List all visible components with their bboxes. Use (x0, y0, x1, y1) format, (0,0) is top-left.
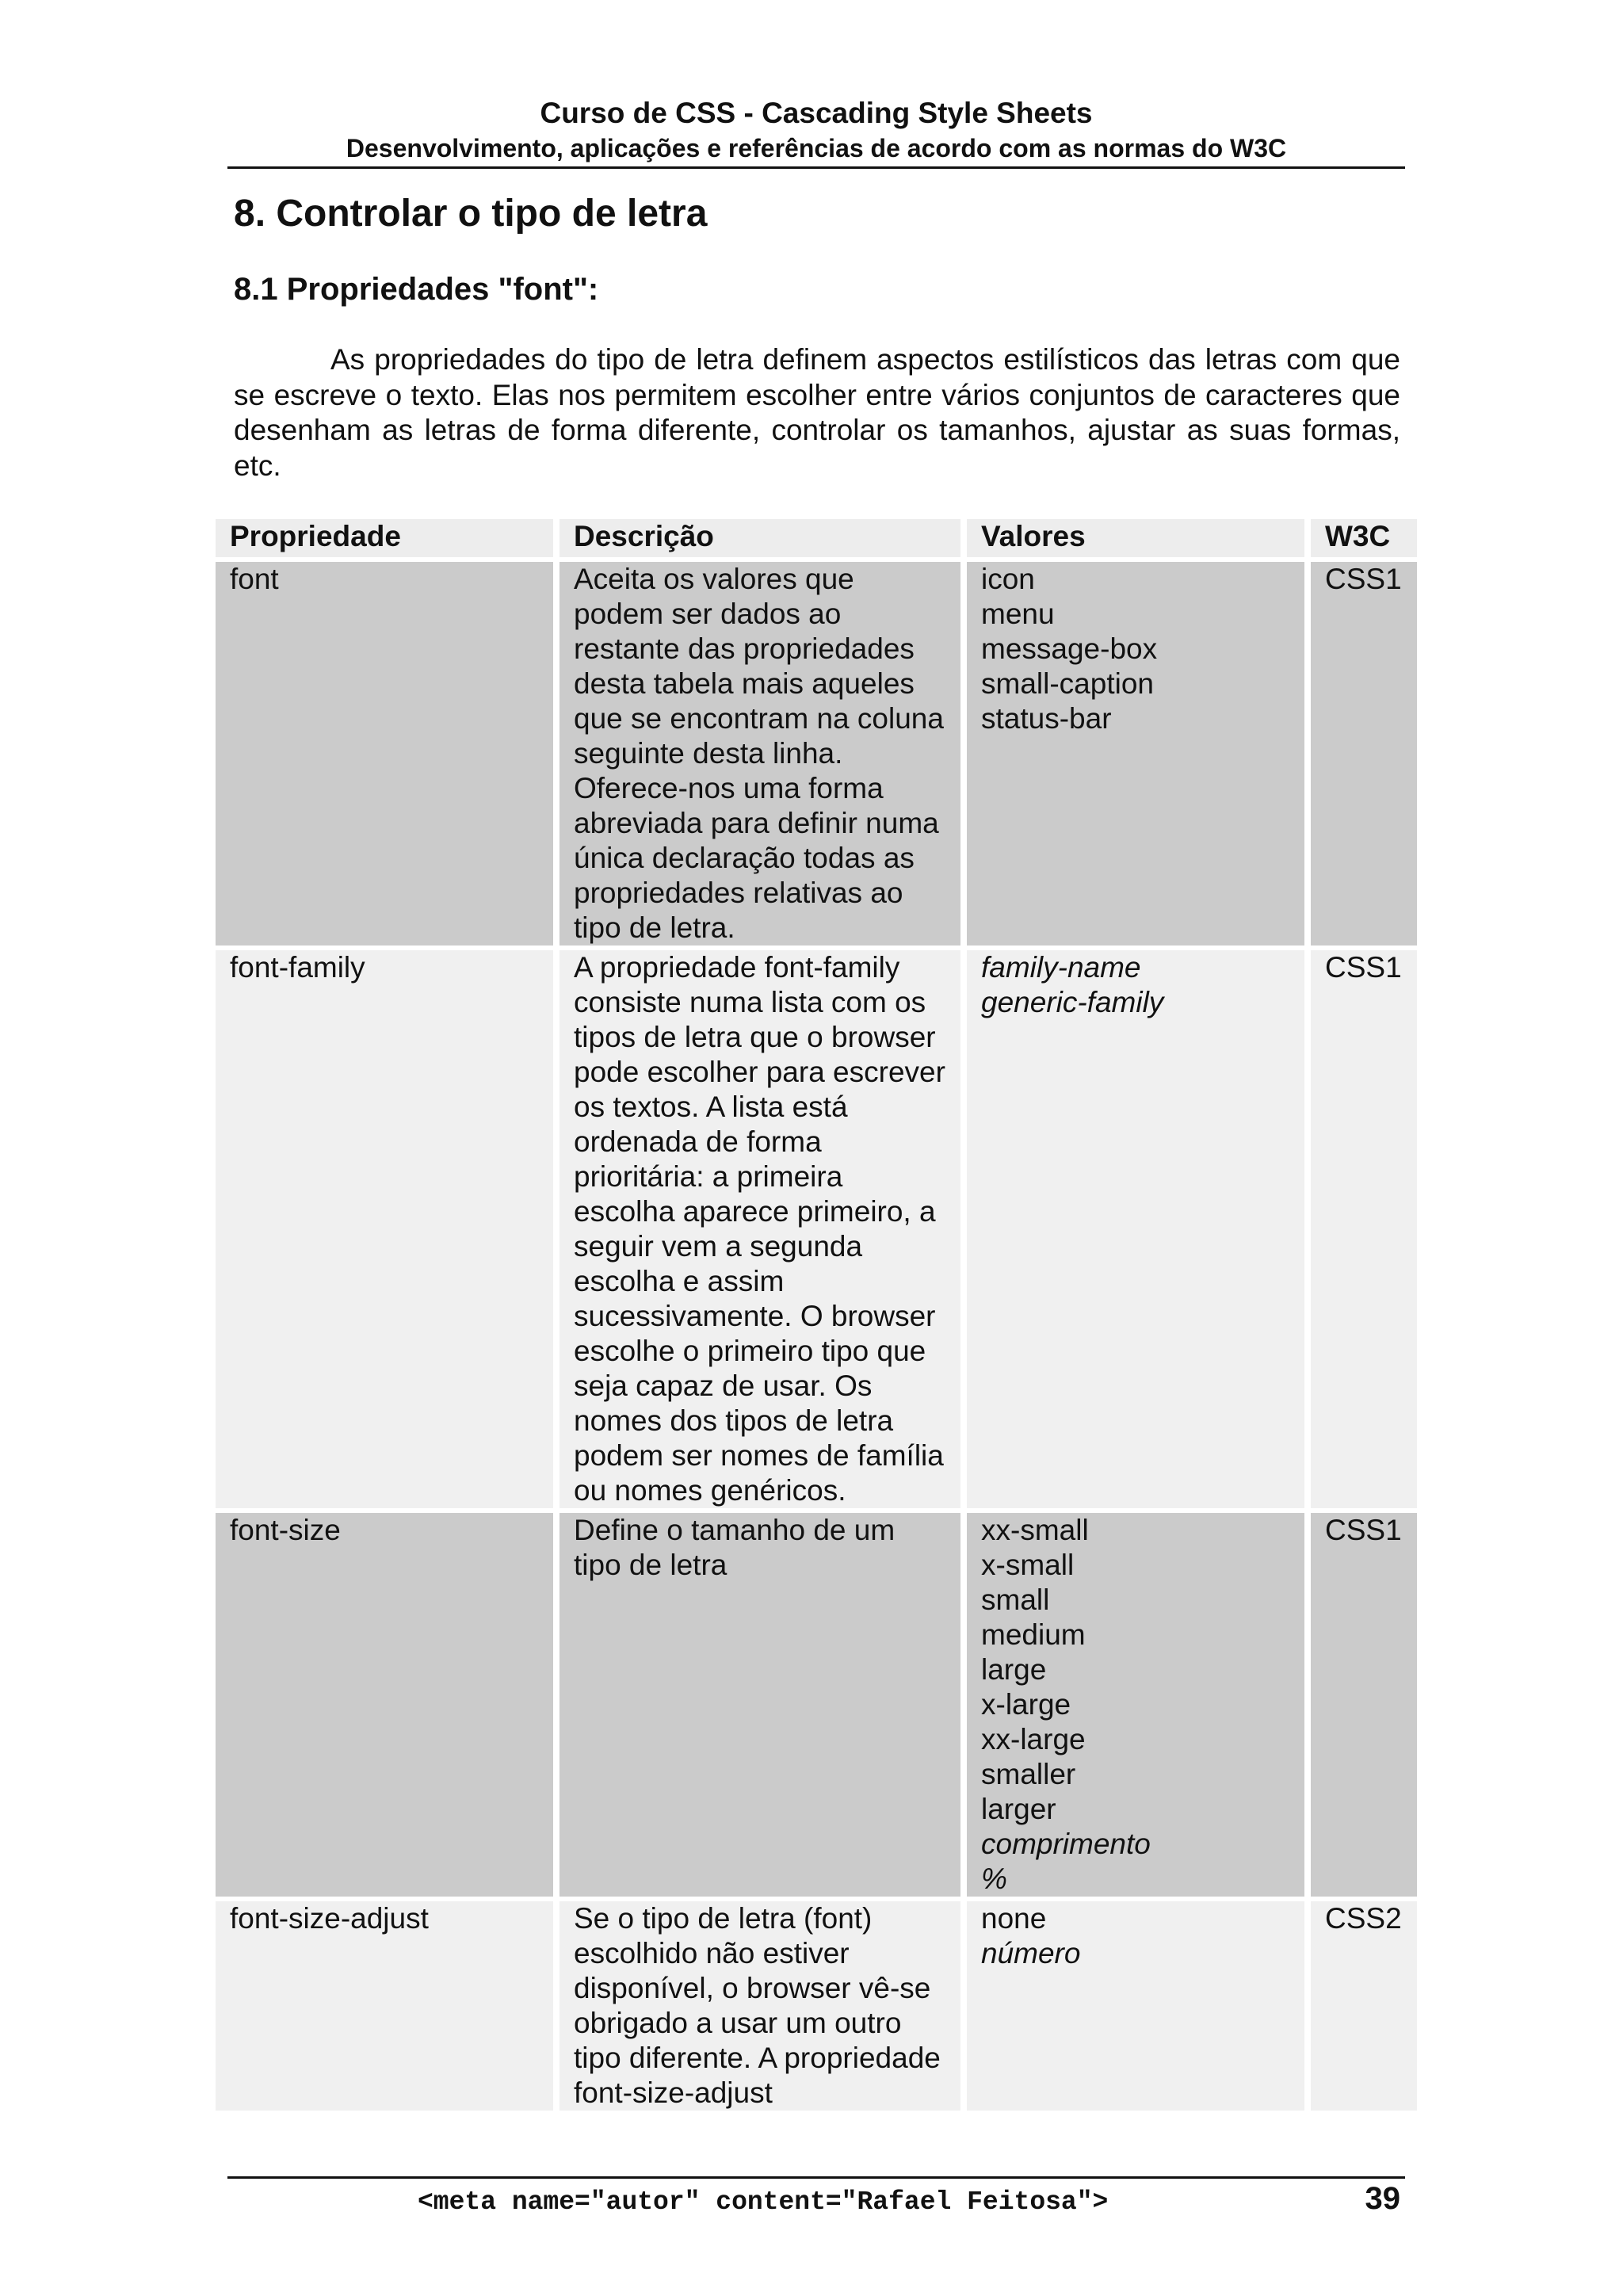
w3c-level: CSS1 (1311, 950, 1417, 1508)
header-rule (227, 166, 1405, 169)
page-footer (227, 2178, 1405, 2225)
value-item: large (981, 1653, 1047, 1686)
running-header (227, 95, 1405, 165)
property-values (967, 562, 1304, 946)
property-description: Define o tamanho de um tipo de letra (559, 1513, 960, 1897)
property-name: font-size-adjust (216, 1901, 553, 2111)
page-number: 39 (1365, 2181, 1400, 2216)
property-name: font-size (216, 1513, 553, 1897)
value-item: x-small (981, 1549, 1075, 1581)
value-item: small-caption (981, 667, 1154, 700)
property-description: A propriedade font-family consiste numa lista com os tipos de letra que o browser pode escolher para escrever os textos. A lista está ordenada de forma prioritária: a primeira escolha aparece primeiro, a seguir vem a segunda escolha e assim sucessivamente. O browser escolhe o primeiro tipo que seja capaz de usar. Os nomes dos tipos de letra podem ser nomes de família ou nomes genéricos. (559, 950, 960, 1508)
property-values (967, 950, 1304, 1508)
table-row (216, 562, 1417, 946)
value-item: xx-small (981, 1514, 1089, 1546)
value-item: smaller (981, 1758, 1076, 1790)
value-item: icon (981, 563, 1035, 595)
value-item: medium (981, 1618, 1086, 1651)
property-values (967, 1513, 1304, 1897)
value-item: menu (981, 598, 1055, 630)
value-item: xx-large (981, 1723, 1086, 1755)
table-row (216, 950, 1417, 1508)
intro-paragraph: As propriedades do tipo de letra definem aspectos estilísticos das letras com que se escreve o texto. Elas nos permitem escolher entre vários conjuntos de caracteres que desenham as letras de forma diferente, controlar os tamanhos, ajustar as suas formas, etc. (234, 343, 1400, 482)
column-header-values: Valores (967, 519, 1304, 557)
value-item: generic-family (981, 986, 1164, 1018)
value-item: small (981, 1584, 1050, 1616)
value-item: family-name (981, 951, 1141, 984)
column-header-w3c: W3C (1311, 519, 1417, 557)
chapter-title: 8. Controlar o tipo de letra (234, 193, 708, 235)
value-item: % (981, 1862, 1007, 1895)
font-properties-table (209, 514, 1423, 2115)
value-item: status-bar (981, 702, 1112, 735)
column-header-property: Propriedade (216, 519, 553, 557)
value-item: comprimento (981, 1828, 1151, 1860)
property-name: font-family (216, 950, 553, 1508)
value-item: x-large (981, 1688, 1071, 1721)
value-item: número (981, 1937, 1081, 1969)
table-row (216, 1513, 1417, 1897)
property-values (967, 1901, 1304, 2111)
author-meta-tag: <meta name="autor" content="Rafael Feitosa"> (418, 2187, 1109, 2217)
table-header-row (216, 519, 1417, 557)
course-subtitle: Desenvolvimento, aplicações e referências de acordo com as normas do W3C (346, 134, 1287, 162)
table-row (216, 1901, 1417, 2111)
property-description: Se o tipo de letra (font) escolhido não estiver disponível, o browser vê-se obrigado a usar um outro tipo diferente. A propriedade font-size-adjust (559, 1901, 960, 2111)
property-description: Aceita os valores que podem ser dados ao restante das propriedades desta tabela mais aqueles que se encontram na coluna seguinte desta linha. Oferece-nos uma forma abreviada para definir numa única declaração todas as propriedades relativas ao tipo de letra. (559, 562, 960, 946)
value-item: none (981, 1902, 1047, 1935)
w3c-level: CSS1 (1311, 562, 1417, 946)
course-title: Curso de CSS - Cascading Style Sheets (540, 97, 1093, 129)
property-name: font (216, 562, 553, 946)
w3c-level: CSS1 (1311, 1513, 1417, 1897)
column-header-description: Descrição (559, 519, 960, 557)
section-title: 8.1 Propriedades "font": (234, 272, 599, 307)
value-item: message-box (981, 632, 1158, 665)
w3c-level: CSS2 (1311, 1901, 1417, 2111)
value-item: larger (981, 1793, 1056, 1825)
